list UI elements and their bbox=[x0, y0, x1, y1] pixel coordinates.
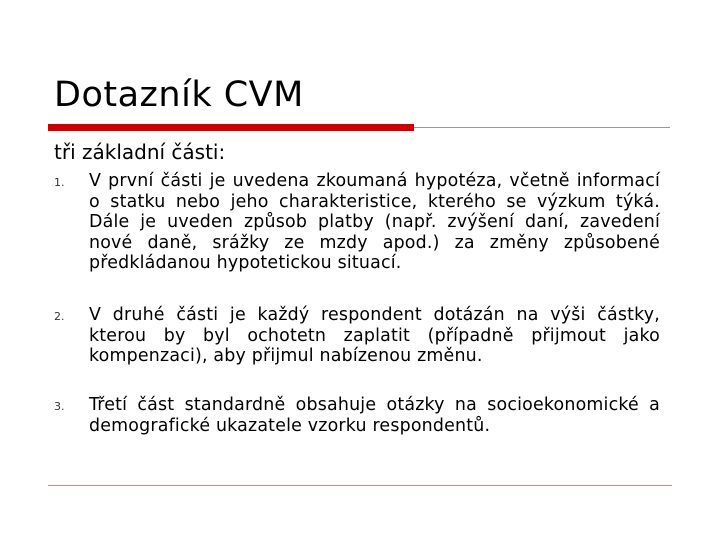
bottom-divider bbox=[48, 485, 672, 486]
list-item-text: V druhé části je každý respondent dotázán na výši částky, kterou by byl ochotetn zaplatit (případně přijmout jako kompenzaci), aby přijmul nabízenou změnu. bbox=[89, 305, 660, 366]
list-item-text: Třetí část standardně obsahuje otázky na socioekonomické a demografické ukazatele vzorku respondentů. bbox=[89, 395, 660, 436]
list-item-number: 3. bbox=[54, 400, 65, 413]
title-underline-accent bbox=[48, 124, 414, 131]
list-item-number: 2. bbox=[54, 310, 65, 323]
title-underline-thin bbox=[414, 127, 670, 128]
intro-text: tři základní části: bbox=[54, 140, 226, 164]
list-item-text: V první části je uvedena zkoumaná hypotéza, včetně informací o statku nebo jeho charakteristice, kterého se výzkum týká. Dále je uveden způsob platby (např. zvýšení daní, zavedení nové daně, srážky ze mzdy apod.) za změny způsobené předkládanou hypotetickou situací. bbox=[89, 171, 660, 273]
slide-title: Dotazník CVM bbox=[54, 75, 304, 115]
list-item-number: 1. bbox=[54, 176, 65, 189]
